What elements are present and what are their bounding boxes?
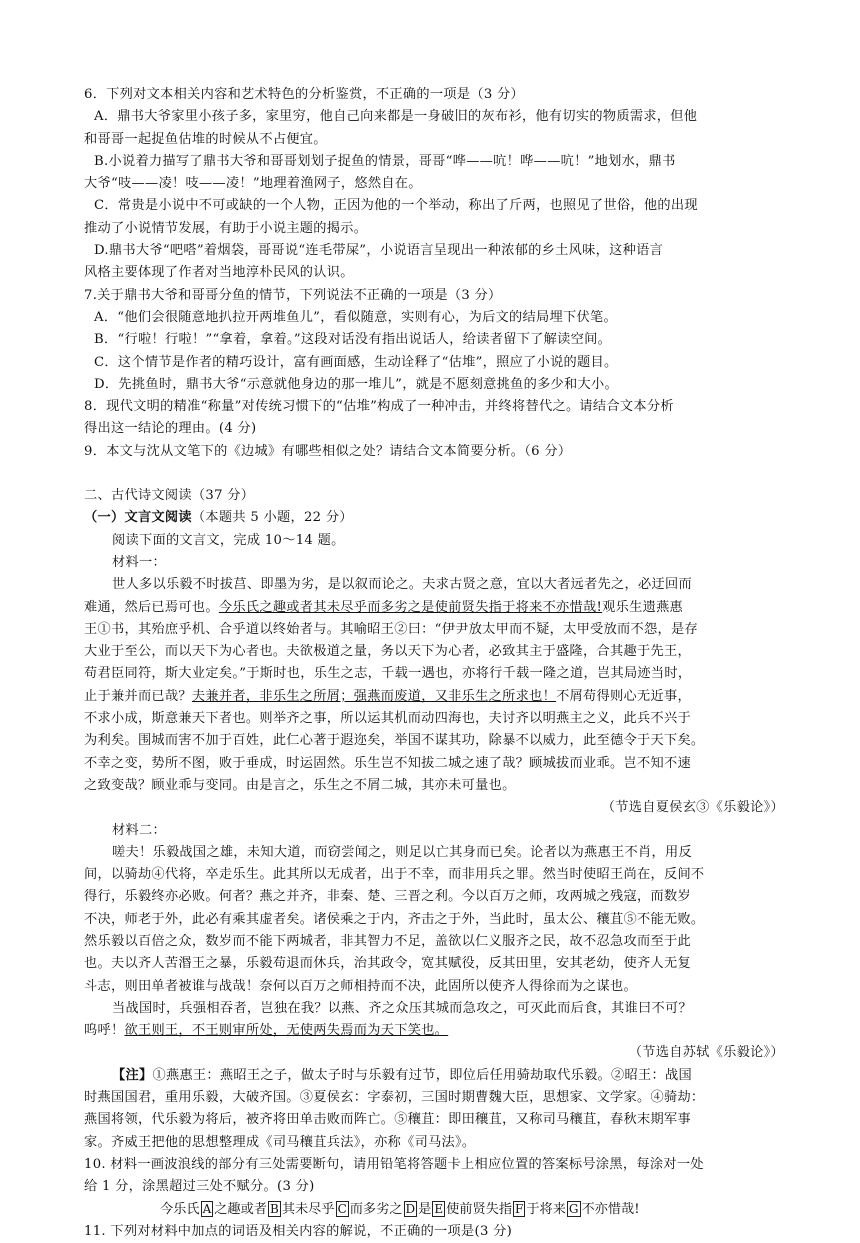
material-1-line: 世人多以乐毅不时拔莒、即墨为劣，是以叙而论之。夫求古贤之意，宜以大者远者先之，必迂回而 <box>112 577 692 593</box>
text-run: 不屑苟得则心无近事， <box>556 688 691 704</box>
material-2-line: 然乐毅以百倍之众，数岁而不能下两城者，非其智力不足，盖欲以仁义服齐之民，故不忍急攻而至于此 <box>84 933 691 949</box>
sentence-segment: 于将来 <box>526 1201 566 1217</box>
material-1-label: 材料一： <box>112 554 166 570</box>
material-2-line <box>84 1020 784 1042</box>
material-2-line: 也。夫以齐人苦湣王之暴，乐毅苟退而休兵，治其政令，宽其赋役，反其田里，安其老幼，使齐人无复 <box>84 956 691 972</box>
underlined-sentence: 欲王则王，不王则审所处，无使两失焉而为天下笑也。 <box>124 1023 449 1039</box>
question-10 <box>84 1154 784 1221</box>
notes-label: 【注】 <box>112 1067 153 1083</box>
q10-line-1: 10. 材料一画波浪线的部分有三处需要断句，请用铅笔将答题卡上相应位置的答案标号涂黑，每涂对一处 <box>84 1156 704 1172</box>
material-1-line: 之致变哉？顾业乖与变同。由是言之，乐生之不屑二城，其亦未可量也。 <box>84 777 516 793</box>
subsection-title-bold: （一）文言文阅读 <box>84 510 192 526</box>
material-2-line: 当战国时，兵强相吞者，岂独在我？以燕、齐之众压其城而急攻之，可灭此而后食，其谁曰不可？ <box>112 1000 692 1016</box>
q6-option-b: B.小说着力描写了鼎书大爷和哥哥划划子捉鱼的情景，哥哥“哗——吭！哗——吭！”地划水，鼎书 <box>94 153 676 169</box>
answer-marker-box: B <box>269 1201 279 1216</box>
exam-page <box>84 84 784 1243</box>
text-run: 呜呼！ <box>84 1023 125 1039</box>
question-7 <box>84 285 784 396</box>
sentence-segment: 是 <box>418 1201 432 1217</box>
q7-option-b: B．“行啦！行啦！”“拿着，拿着。”这段对话没有指出说话人，给读者留下了解读空间。 <box>94 332 612 348</box>
q10-line-2: 给 1 分，涂黑超过三处不赋分。(3 分) <box>84 1179 315 1195</box>
q10-sentence-with-markers <box>84 1199 784 1221</box>
q6-option-b-cont: 大爷“吱——凌！吱——凌！”地理着渔网子，悠然自在。 <box>84 176 422 192</box>
material-1-line: 为利矣。围城而害不加于百姓，此仁心著于遐迩矣，举国不谋其功，除暴不以威力，此至德令于天下矣。 <box>84 733 705 749</box>
sentence-segment: 不亦惜哉! <box>581 1201 640 1217</box>
q6-option-d: D.鼎书大爷“吧嗒”着烟袋，哥哥说“连毛带屎”，小说语言呈现出一种浓郁的乡土风味，这种语言 <box>94 243 664 259</box>
answer-marker-box: G <box>568 1201 579 1216</box>
question-6 <box>84 84 784 285</box>
material-1-line <box>84 597 784 619</box>
q6-stem: 6．下列对文本相关内容和艺术特色的分析鉴赏，不正确的一项是（3 分） <box>84 87 524 102</box>
sentence-segment: 使前贤失指 <box>446 1201 513 1217</box>
material-2-line: 嗟夫！乐毅战国之雄，未知大道，而窃尝闻之，则足以亡其身而已矣。论者以为燕惠王不肖，用反 <box>112 844 692 860</box>
q7-option-d: D．先挑鱼时，鼎书大爷“示意就他身边的那一堆儿”，就是不愿刻意挑鱼的多少和大小。 <box>94 376 618 392</box>
question-9: 9．本文与沈从文笔下的《边城》有哪些相似之处？请结合文本简要分析。（6 分） <box>84 443 572 459</box>
material-1-line: 不幸之变，势所不图，败于垂成，时运固然。乐生岂不知拔二城之速了哉？顾城拔而业乖。岂不知不速 <box>84 755 691 771</box>
answer-marker-box: E <box>434 1201 444 1216</box>
question-11: 11. 下列对材料中加点的词语及相关内容的解说，不正确的一项是(3 分) <box>84 1223 513 1239</box>
sentence-segment: 之趣或者 <box>214 1201 267 1217</box>
text-run: 止于兼并而已哉？ <box>84 688 192 704</box>
q7-option-c: C．这个情节是作者的精巧设计，富有画面感，生动诠释了“估堆”，照应了小说的题目。 <box>94 354 618 370</box>
notes-line: 燕国将领，代乐毅为将后，被齐将田单击败而阵亡。⑤穰苴：即田穰苴，又称司马穰苴，春秋末期军事 <box>84 1112 691 1128</box>
annotation-notes <box>84 1065 784 1154</box>
material-2-line: 斗志，则田单者被谁与战哉！奈何以百万之师相持而不决，此固所以使齐人得徐而为之谋也。 <box>84 978 637 994</box>
q6-option-d-cont: 风格主要体现了作者对当地淳朴民风的认识。 <box>84 265 354 281</box>
q7-stem: 7.关于鼎书大爷和哥哥分鱼的情节，下列说法不正确的一项是（3 分） <box>84 287 502 303</box>
q7-option-a: A．“他们会很随意地扒拉开两堆鱼儿”，看似随意，实则有心，为后文的结局埋下伏笔。 <box>94 309 617 325</box>
answer-marker-box: D <box>405 1201 416 1216</box>
q6-option-c: C．常贵是小说中不可或缺的一个人物，正因为他的一个举动，称出了斤两，也照见了世俗，他的出现 <box>94 198 698 214</box>
notes-line: 家。齐威王把他的思想整理成《司马穰苴兵法》，亦称《司马法》。 <box>84 1134 476 1150</box>
section-2-title: 二、古代诗文阅读（37 分） <box>84 488 255 504</box>
q8-line-2: 得出这一结论的理由。(4 分) <box>84 421 257 437</box>
q6-option-a: A．鼎书大爷家里小孩子多，家里穷，他自己向来都是一身破旧的灰布衫，他有切实的物质需求，但他 <box>94 109 698 125</box>
material-2 <box>84 820 784 1065</box>
reading-instruction: 阅读下面的文言文，完成 10～14 题。 <box>112 532 345 548</box>
underlined-sentence: 夫兼并者，非乐生之所屑；强燕而废道，又非乐生之所求也！ <box>191 688 557 704</box>
spacer <box>84 463 784 485</box>
notes-line: 时燕国国君，重用乐毅，大破齐国。③夏侯玄：字泰初，三国时期曹魏大臣，思想家、文学家。④骑劫： <box>84 1090 705 1106</box>
material-1-line: 不求小成，斯意兼天下者也。则举齐之事，所以运其机而动四海也，夫讨齐以明燕主之义，此兵不兴于 <box>84 711 691 727</box>
answer-marker-box: A <box>202 1201 212 1216</box>
subsection-title-rest: （本题共 5 小题，22 分） <box>191 510 353 526</box>
material-1-line <box>84 686 784 708</box>
material-1-line: 大业于至公，而以天下为心者也。夫欲极道之量，务以天下为心者，必致其主于盛隆，合其趣于先王， <box>84 644 691 660</box>
subsection-title <box>84 507 784 529</box>
notes-line <box>84 1065 784 1087</box>
sentence-segment: 而多劣之 <box>349 1201 403 1217</box>
material-1-source: （节选自夏侯玄③《乐毅论》） <box>601 800 784 816</box>
material-1 <box>84 552 784 820</box>
material-1-line: 王①书，其殆庶乎机、合乎道以终始者与。其喻昭王②曰：“伊尹放太甲而不疑，太甲受放而不怨，是存 <box>84 621 698 637</box>
text-run: 难通，然后已焉可也。 <box>84 599 219 615</box>
material-2-source: （节选自苏轼《乐毅论》） <box>628 1045 784 1061</box>
text-run: ①燕惠王：燕昭王之子，做太子时与乐毅有过节，即位后任用骑劫取代乐毅。②昭王：战国 <box>152 1067 692 1083</box>
wavy-underlined-sentence: 今乐氏之趣或者其未尽乎而多劣之是使前贤失指于将来不亦惜哉! <box>218 599 603 615</box>
sentence-segment: 其未尽乎 <box>281 1201 335 1217</box>
material-2-line: 得行，乐毅终亦必败。何者？燕之并齐，非秦、楚、三晋之利。今以百万之师，攻两城之残寇，而数岁 <box>84 889 691 905</box>
answer-marker-box: C <box>337 1201 347 1216</box>
sentence-segment: 今乐氏 <box>160 1201 200 1217</box>
material-2-line: 不决，师老于外，此必有乘其虚者矣。诸侯乘之于内，齐击之于外，当此时，虽太公、穰苴⑤不能无败。 <box>84 911 705 927</box>
question-8 <box>84 396 784 441</box>
q6-option-c-cont: 推动了小说情节发展，有助于小说主题的揭示。 <box>84 220 368 236</box>
material-2-line: 间，以骑劫④代将，卒走乐生。此其所以无成者，出于不幸，而非用兵之罪。然当时使昭王尚在，反间不 <box>84 867 705 883</box>
material-1-line: 苟君臣同符，斯大业定矣。”于斯时也，乐生之志，千载一遇也，亦将行千载一隆之道，岂其局迹当时， <box>84 666 692 682</box>
answer-marker-box: F <box>515 1201 524 1216</box>
material-2-label: 材料二： <box>112 822 166 838</box>
text-run: 观乐生遗燕惠 <box>602 599 684 615</box>
q6-option-a-cont: 和哥哥一起捉鱼估堆的时候从不占便宜。 <box>84 131 327 147</box>
q8-line-1: 8．现代文明的精准“称量”对传统习惯下的“估堆”构成了一种冲击，并终将替代之。请结合文本分析 <box>84 399 674 415</box>
